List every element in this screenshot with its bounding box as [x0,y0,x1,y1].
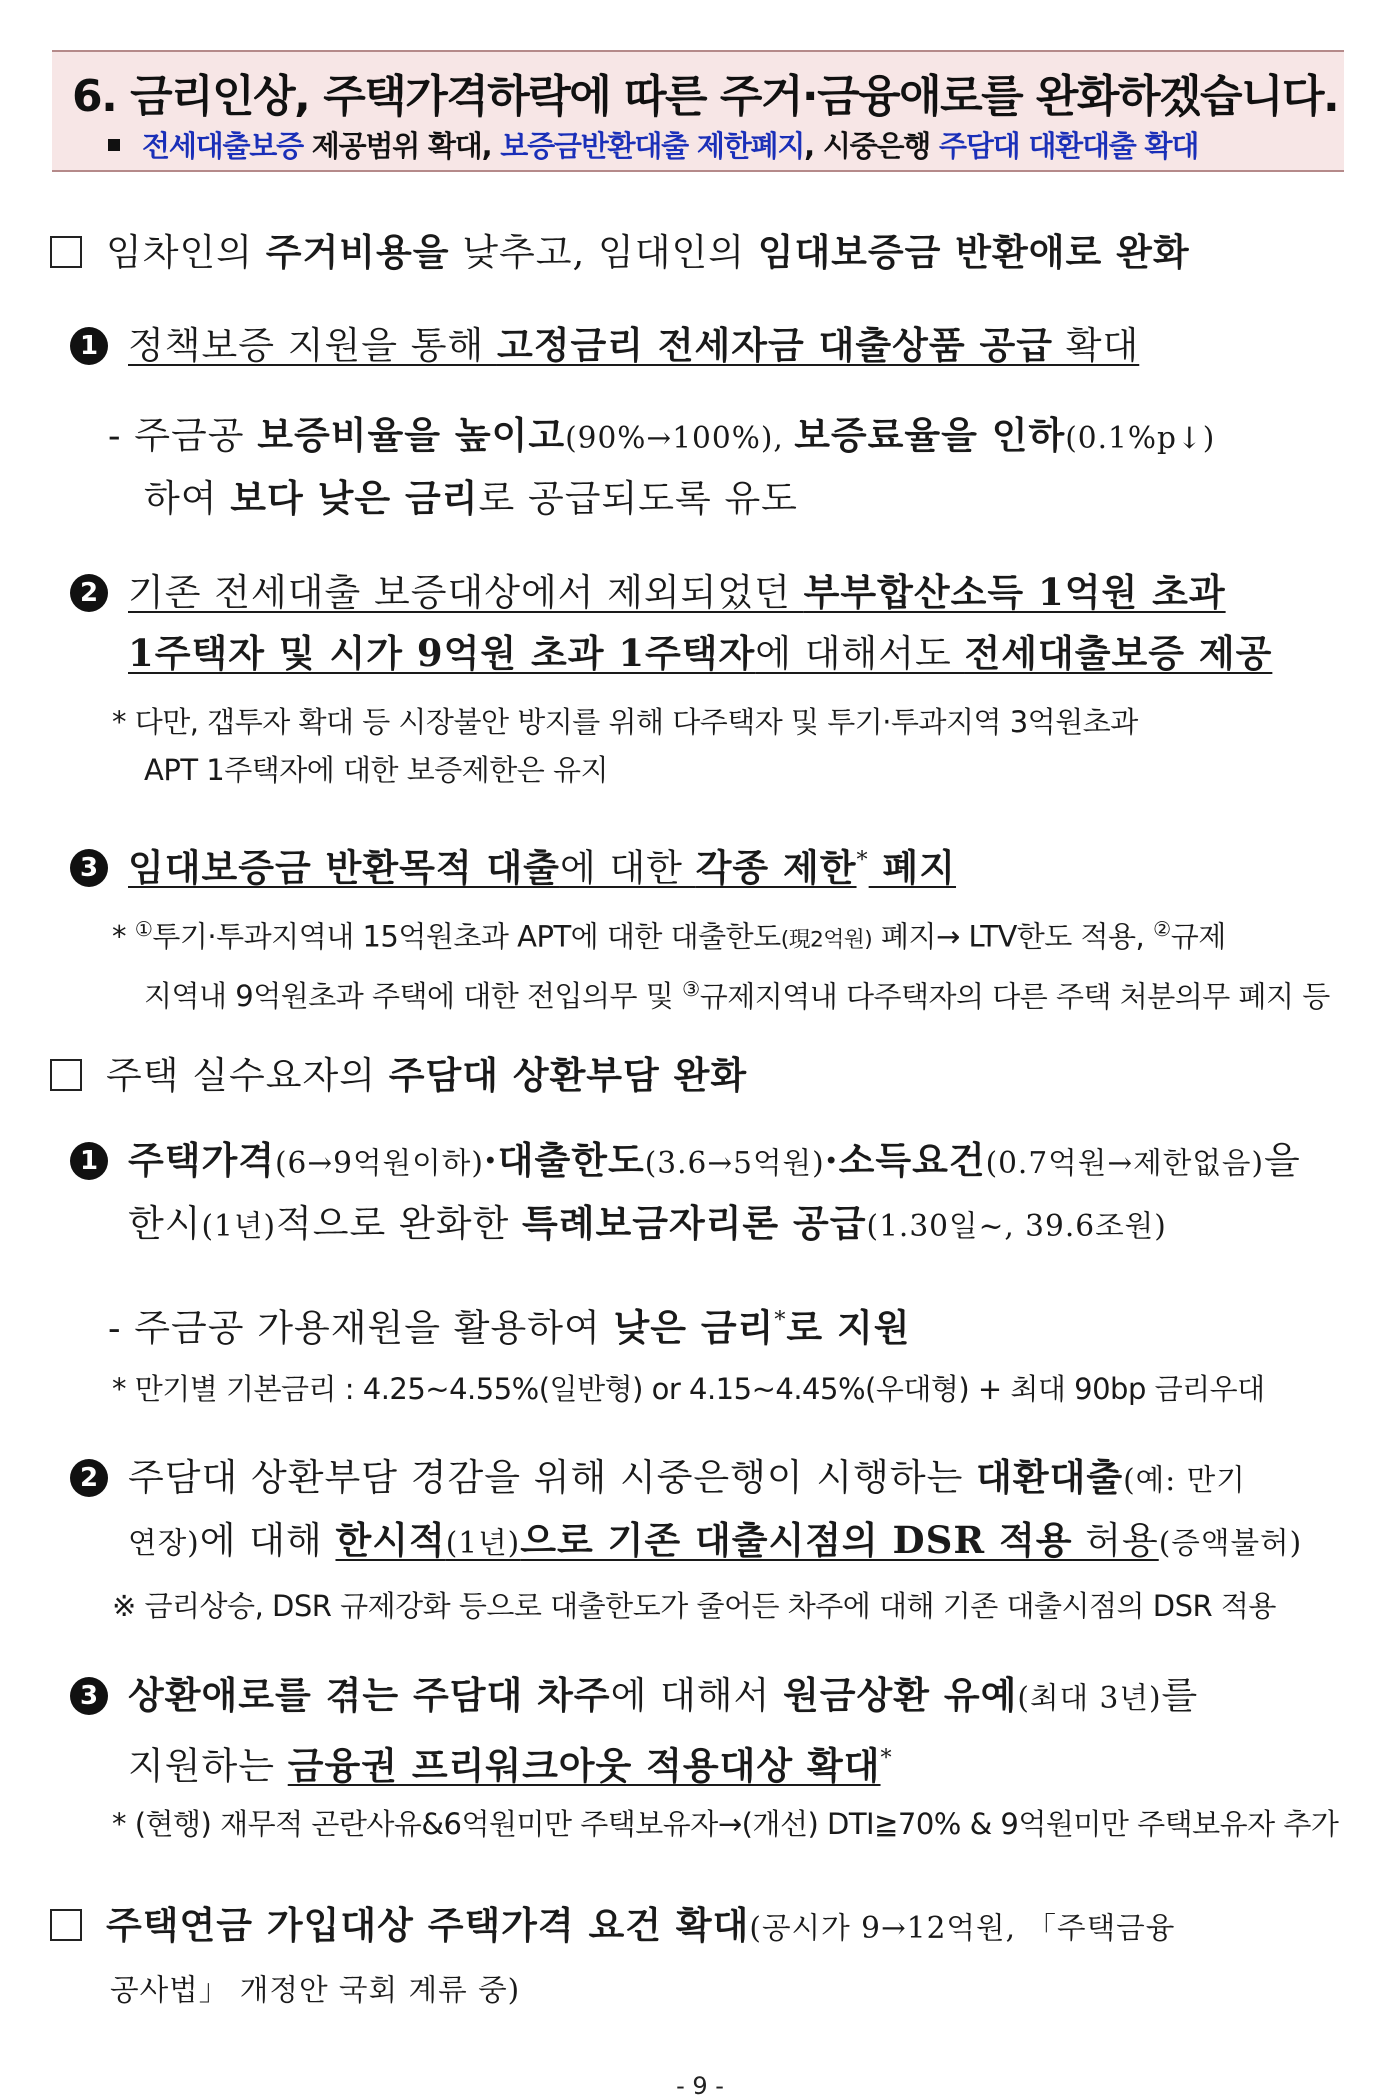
checkbox-square-icon [50,236,82,268]
summary-highlight-3: 주담대 대환대출 확대 [939,129,1199,163]
section-2-heading: 주택 실수요자의 주담대 상환부담 완화 [50,1045,747,1099]
section-1-heading: 임차인의 주거비용을 낮추고, 임대인의 임대보증금 반환애로 완화 [50,222,1190,276]
section-1-item-2-note: * 다만, 갭투자 확대 등 시장불안 방지를 위해 다주택자 및 투기·투과지역 3억원초과 APT 1주택자에 대한 보증제한은 유지 [112,705,1138,787]
checkbox-square-icon [50,1909,82,1941]
summary-highlight-1: 전세대출보증 [142,129,303,163]
section-2-item-1-note: * 만기별 기본금리 : 4.25~4.55%(일반형) or 4.15~4.45%(우대형) + 최대 90bp 금리우대 [112,1372,1265,1406]
section-title: 6. 금리인상, 주택가격하락에 따른 주거·금융애로를 완화하겠습니다. [72,71,1339,122]
section-1-item-1-detail: - 주금공 보증비율을 높이고(90%→100%), 보증료율을 인하(0.1%p↓) 하여 보다 낮은 금리로 공급되도록 유도 [108,413,1216,520]
summary-text-2: , 시중은행 [804,129,940,163]
section-2-item-1-detail: - 주금공 가용재원을 활용하여 낮은 금리*로 지원 [108,1305,911,1350]
section-1-item-3-note: * ①투기·투과지역내 15억원초과 APT에 대한 대출한도(現2억원) 폐지→ LTV한도 적용, ②규제 지역내 9억원초과 주택에 대한 전입의무 및 ③규제지역내 다주택자의 다른 주택 처분의무 폐지 등 [112,917,1330,1014]
number-badge-icon: 1 [70,1142,108,1180]
section-2-item-2: 2 주담대 상환부담 경감을 위해 시중은행이 시행하는 대환대출(예: 만기 연장)에 대해 한시적(1년)으로 기존 대출시점의 DSR 적용 허용(증액불허) [70,1447,1360,1573]
section-1-item-3: 3 임대보증금 반환목적 대출에 대한 각종 제한* 폐지 [70,830,1360,898]
section-1-item-2: 2 기존 전세대출 보증대상에서 제외되었던 부부합산소득 1억원 초과 1주택자 및 시가 9억원 초과 1주택자에 대해서도 전세대출보증 제공 [70,562,1360,684]
section-3-heading: 주택연금 가입대상 주택가격 요건 확대(공시가 9→12억원, 「주택금융 공사법」 개정안 국회 계류 중) [50,1895,1340,2020]
section-2-item-1: 1 주택가격(6→9억원이하)·대출한도(3.6→5억원)·소득요건(0.7억원→제한없음)을 한시(1년)적으로 완화한 특례보금자리론 공급(1.30일~, 39.6조원) [70,1130,1360,1256]
number-badge-icon: 2 [70,1459,108,1497]
summary-text-1: 제공범위 확대, [302,129,501,163]
section-summary [108,124,1198,165]
section-1-item-1: 1 정책보증 지원을 통해 고정금리 전세자금 대출상품 공급 확대 [70,315,1360,376]
number-badge-icon: 3 [70,849,108,887]
section-2-item-2-note: ※ 금리상승, DSR 규제강화 등으로 대출한도가 줄어든 차주에 대해 기존 대출시점의 DSR 적용 [112,1589,1276,1623]
section-header [52,50,1344,172]
checkbox-square-icon [50,1059,82,1091]
number-badge-icon: 1 [70,327,108,365]
section-2-item-3-note: * (현행) 재무적 곤란사유&6억원미만 주택보유자→(개선) DTI≧70% & 9억원미만 주택보유자 추가 [112,1807,1339,1841]
number-badge-icon: 3 [70,1677,108,1715]
square-bullet-icon [108,139,120,151]
page-number: - 9 - [676,2072,724,2100]
section-2-item-3: 3 상환애로를 겪는 주담대 차주에 대해서 원금상환 유예(최대 3년)를 지원하는 금융권 프리워크아웃 적용대상 확대* [70,1665,1360,1796]
number-badge-icon: 2 [70,574,108,612]
summary-highlight-2: 보증금반환대출 제한폐지 [500,129,805,163]
